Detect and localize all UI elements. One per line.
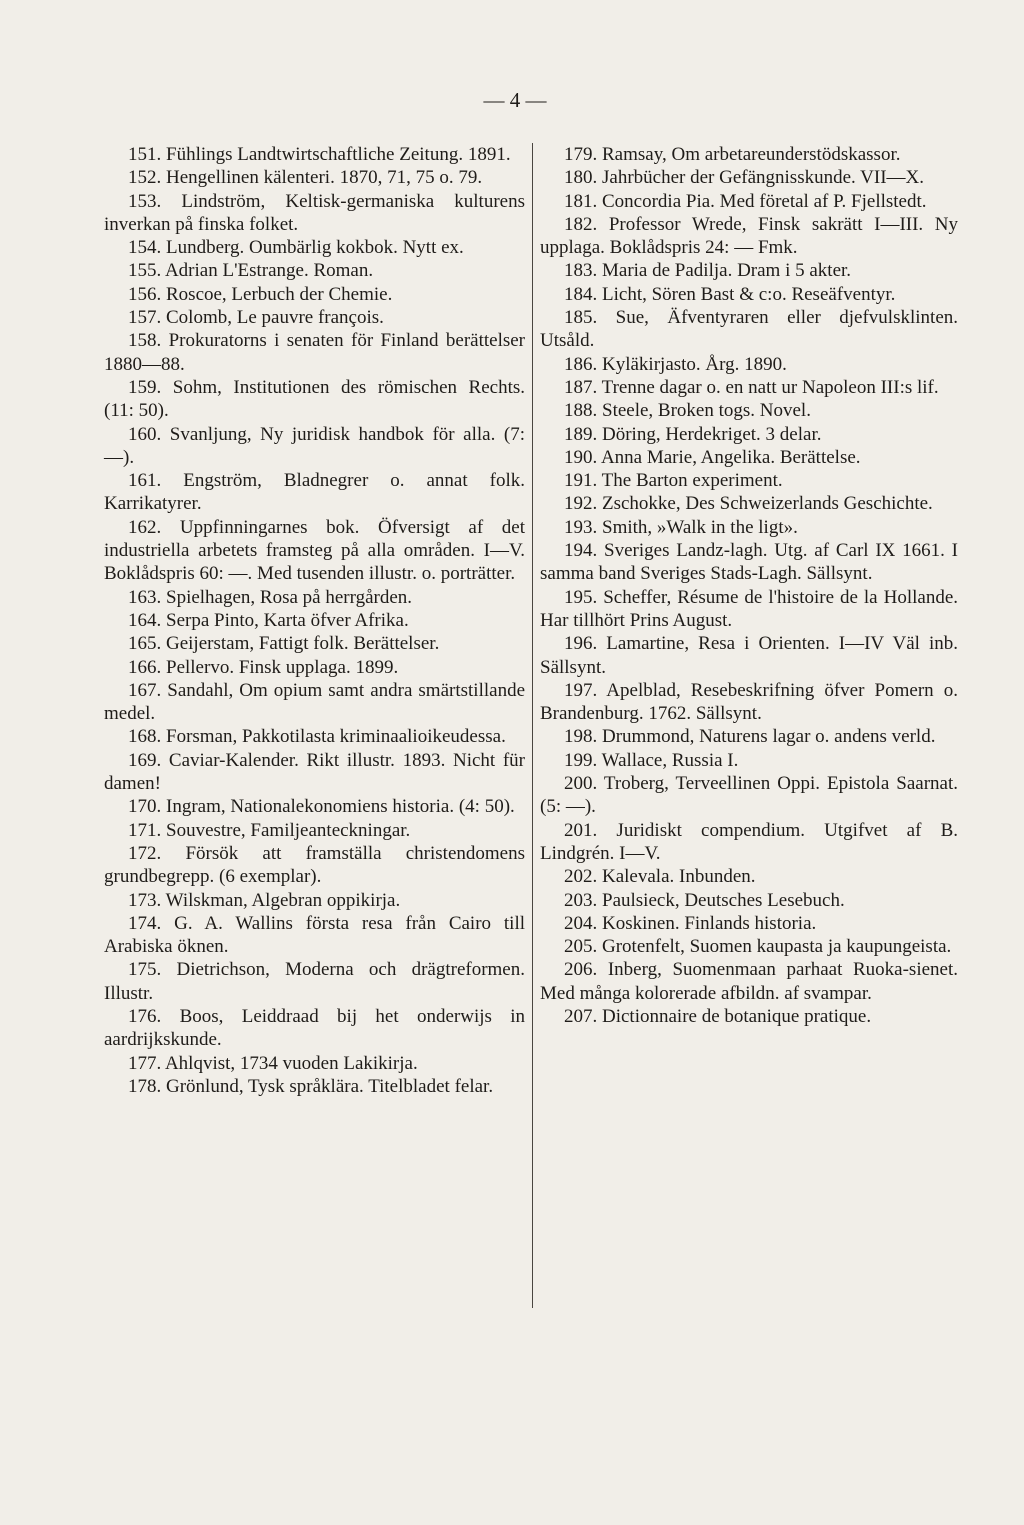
catalog-entry: 184. Licht, Sören Bast & c:o. Reseäfventyr.	[564, 283, 896, 305]
catalog-entry: 206. Inberg, Suomenmaan parhaat Ruoka-sienet. Med många kolorerade afbildn. af svampar.	[540, 959, 958, 1004]
catalog-entry: 164. Serpa Pinto, Karta öfver Afrika.	[128, 609, 409, 631]
catalog-entry: 158. Prokuratorns i senaten för Finland berättelser 1880—88.	[104, 330, 525, 375]
catalog-entry: 181. Concordia Pia. Med företal af P. Fjellstedt.	[564, 190, 927, 212]
catalog-entry: 199. Wallace, Russia I.	[564, 749, 739, 771]
catalog-entry: 188. Steele, Broken togs. Novel.	[564, 400, 811, 422]
catalog-entry: 151. Fühlings Landtwirtschaftliche Zeitung. 1891.	[128, 144, 511, 165]
left-column	[104, 143, 525, 1098]
catalog-entry: 162. Uppfinningarnes bok. Öfversigt af det industriella arbetets framsteg på alla områden. I—V. Boklådspris 60: —. Med tusenden illustr. o. porträtter.	[104, 516, 525, 585]
catalog-entry: 175. Dietrichson, Moderna och drägtreformen. Illustr.	[104, 959, 525, 1004]
right-column	[540, 143, 958, 1028]
catalog-entry: 207. Dictionnaire de botanique pratique.	[564, 1005, 872, 1027]
catalog-entry: 174. G. A. Wallins första resa från Cairo till Arabiska öknen.	[104, 912, 525, 958]
catalog-entry: 159. Sohm, Institutionen des römischen Rechts. (11: 50).	[104, 376, 525, 422]
catalog-entry: 183. Maria de Padilja. Dram i 5 akter.	[564, 260, 852, 282]
column-divider	[532, 143, 533, 1308]
catalog-entry: 161. Engström, Bladnegrer o. annat folk. Karrikatyrer.	[104, 470, 525, 515]
catalog-entry: 155. Adrian L'Estrange. Roman.	[128, 260, 374, 282]
catalog-entry: 170. Ingram, Nationalekonomiens historia. (4: 50).	[128, 796, 515, 818]
page-number: — 4 —	[483, 88, 547, 112]
catalog-entry: 196. Lamartine, Resa i Orienten. I—IV Väl inb. Sällsynt.	[540, 633, 958, 678]
catalog-entry: 176. Boos, Leiddraad bij het onderwijs in aardrijkskunde.	[104, 1005, 525, 1051]
catalog-entry: 172. Försök att framställa christendomens grundbegrepp. (6 exemplar).	[104, 842, 525, 888]
catalog-entry: 177. Ahlqvist, 1734 vuoden Lakikirja.	[128, 1052, 418, 1074]
catalog-entry: 186. Kyläkirjasto. Årg. 1890.	[564, 353, 787, 375]
catalog-entry: 157. Colomb, Le pauvre françois.	[128, 307, 384, 329]
catalog-entry: 160. Svanljung, Ny juridisk handbok för alla. (7: —).	[104, 423, 525, 468]
catalog-entry: 178. Grönlund, Tysk språklära. Titelbladet felar.	[128, 1075, 494, 1097]
catalog-entry: 173. Wilskman, Algebran oppikirja.	[128, 889, 401, 911]
catalog-entry: 205. Grotenfelt, Suomen kaupasta ja kaupungeista.	[564, 936, 952, 958]
catalog-entry: 154. Lundberg. Oumbärlig kokbok. Nytt ex.	[128, 237, 464, 259]
catalog-entry: 189. Döring, Herdekriget. 3 delar.	[564, 423, 822, 445]
catalog-entry: 171. Souvestre, Familjeanteckningar.	[128, 819, 411, 841]
catalog-entry: 191. The Barton experiment.	[564, 470, 783, 492]
catalog-entry: 193. Smith, »Walk in the ligt».	[564, 516, 798, 538]
catalog-entry: 198. Drummond, Naturens lagar o. andens verld.	[564, 726, 936, 748]
catalog-entry: 203. Paulsieck, Deutsches Lesebuch.	[564, 889, 845, 911]
catalog-entry: 202. Kalevala. Inbunden.	[564, 866, 756, 888]
catalog-entry: 204. Koskinen. Finlands historia.	[564, 912, 817, 934]
catalog-entry: 200. Troberg, Terveellinen Oppi. Epistola Saarnat. (5: —).	[540, 773, 958, 818]
catalog-entry: 165. Geijerstam, Fattigt folk. Berättelser.	[128, 633, 440, 655]
catalog-entry: 156. Roscoe, Lerbuch der Chemie.	[128, 283, 393, 305]
catalog-entry: 167. Sandahl, Om opium samt andra smärtstillande medel.	[104, 679, 525, 725]
catalog-entry: 192. Zschokke, Des Schweizerlands Geschichte.	[564, 493, 933, 515]
catalog-entry: 180. Jahrbücher der Gefängnisskunde. VII—X.	[564, 167, 925, 189]
catalog-entry: 182. Professor Wrede, Finsk sakrätt I—III. Ny upplaga. Boklådspris 24: — Fmk.	[540, 213, 958, 259]
catalog-entry: 201. Juridiskt compendium. Utgifvet af B. Lindgrén. I—V.	[540, 819, 958, 864]
catalog-entry: 187. Trenne dagar o. en natt ur Napoleon III:s lif.	[564, 376, 939, 398]
catalog-entry: 195. Scheffer, Résume de l'histoire de la Hollande. Har tillhört Prins August.	[540, 586, 958, 631]
catalog-entry: 152. Hengellinen kälenteri. 1870, 71, 75 o. 79.	[128, 167, 483, 189]
catalog-entry: 197. Apelblad, Resebeskrifning öfver Pomern o. Brandenburg. 1762. Sällsynt.	[540, 679, 958, 725]
catalog-entry: 168. Forsman, Pakkotilasta kriminaalioikeudessa.	[128, 726, 506, 748]
catalog-entry: 185. Sue, Äfventyraren eller djefvulsklinten. Utsåld.	[540, 307, 958, 352]
catalog-entry: 194. Sveriges Landz-lagh. Utg. af Carl IX 1661. I samma band Sveriges Stads-Lagh. Sällsynt.	[540, 540, 958, 585]
catalog-entry: 153. Lindström, Keltisk-germaniska kulturens inverkan på finska folket.	[104, 190, 525, 235]
catalog-entry: 179. Ramsay, Om arbetareunderstödskassor.	[564, 144, 901, 165]
catalog-entry: 190. Anna Marie, Angelika. Berättelse.	[564, 446, 861, 468]
catalog-entry: 169. Caviar-Kalender. Rikt illustr. 1893. Nicht für damen!	[104, 749, 525, 795]
catalog-entry: 166. Pellervo. Finsk upplaga. 1899.	[128, 656, 399, 678]
catalog-entry: 163. Spielhagen, Rosa på herrgården.	[128, 586, 413, 608]
